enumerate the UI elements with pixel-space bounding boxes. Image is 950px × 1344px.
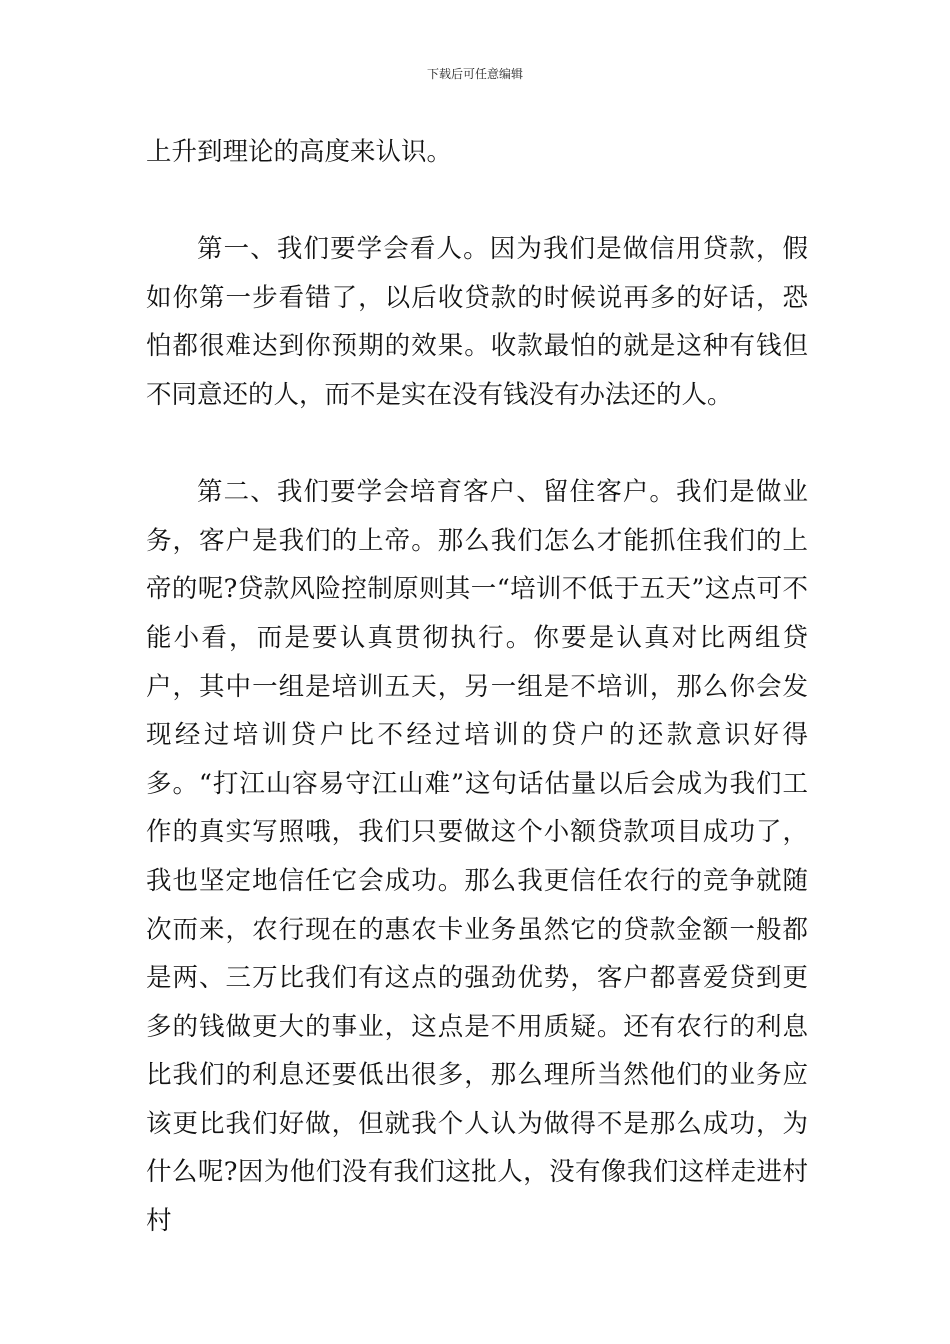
document-body bbox=[146, 128, 808, 1246]
paragraph-second-point: 第二、我们要学会培育客户、留住客户。我们是做业务，客户是我们的上帝。那么我们怎么才能抓住我们的上帝的呢?贷款风险控制原则其一“培训不低于五天”这点可不能小看，而是要认真贯彻执行。你要是认真对比两组贷户，其中一组是培训五天，另一组是不培训，那么你会发现经过培训贷户比不经过培训的贷户的还款意识好得多。“打江山容易守江山难”这句话估量以后会成为我们工作的真实写照哦，我们只要做这个小额贷款项目成功了，我也坚定地信任它会成功。那么我更信任农行的竞争就随次而来，农行现在的惠农卡业务虽然它的贷款金额一般都是两、三万比我们有这点的强劲优势，客户都喜爱贷到更多的钱做更大的事业，这点是不用质疑。还有农行的利息比我们的利息还要低出很多，那么理所当然他们的业务应该更比我们好做，但就我个人认为做得不是那么成功，为什么呢?因为他们没有我们这批人，没有像我们这样走进村村 bbox=[146, 477, 808, 1237]
paragraph-continuation: 上升到理论的高度来认识。 bbox=[146, 137, 453, 167]
paragraph-first-point: 第一、我们要学会看人。因为我们是做信用贷款，假如你第一步看错了，以后收贷款的时候说再多的好话，恐怕都很难达到你预期的效果。收款最怕的就是这种有钱但不同意还的人，而不是实在没有钱没有办法还的人。 bbox=[146, 234, 808, 410]
page-header: 下载后可任意编辑 bbox=[426, 67, 523, 81]
